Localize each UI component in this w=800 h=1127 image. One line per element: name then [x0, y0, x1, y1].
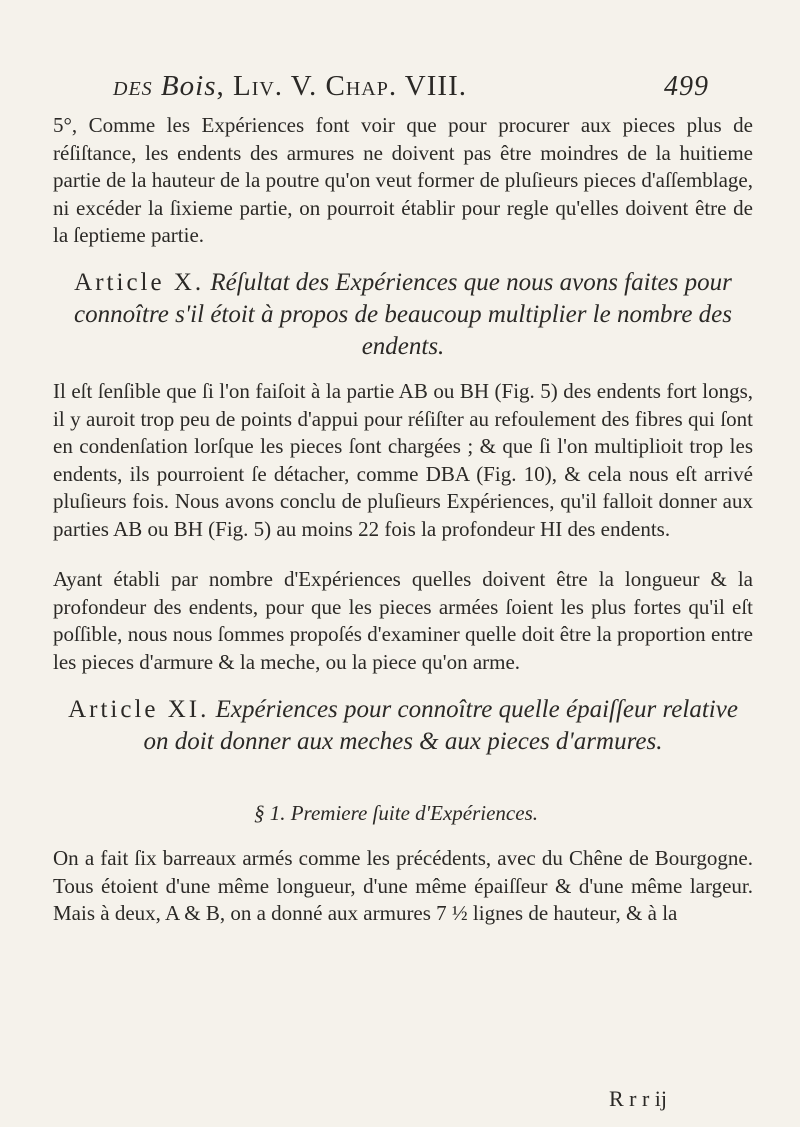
- paragraph-3-block: [53, 566, 753, 676]
- running-head-bois: Bois: [160, 70, 217, 102]
- paragraph-1: 5°, Comme les Expériences font voir que pour procurer aux pieces plus de réſiſtance, les endents des armures ne doivent pas être moindres de la huitieme partie de la hauteur de la poutre qu'on veut former de pluſieurs pieces d'aſſemblage, ni excéder la ſixieme partie, on pourroit établir pour regle qu'elles doivent être de la ſeptieme partie.: [53, 113, 753, 247]
- article-11-heading: [53, 694, 753, 758]
- running-head-des: des: [113, 70, 153, 102]
- running-head: des Bois, Liv. V. Chap. VIII. 499: [113, 70, 709, 102]
- article-11-title: Expériences pour connoître quelle épaiſſeur relative on doit donner aux meches & aux pieces d'armures.: [143, 696, 738, 755]
- article-10-heading: [53, 267, 753, 363]
- page-number: 499: [664, 71, 709, 102]
- paragraph-1-block: [53, 112, 753, 250]
- article-11-label: Article XI.: [68, 696, 210, 723]
- paragraph-4: On a fait ſix barreaux armés comme les précédents, avec du Chêne de Bourgogne. Tous étoient d'une même longueur, d'une même épaiſſeur & d'une même largeur. Mais à deux, A & B, on a donné aux armures 7 ½ lignes de hauteur, & à la: [53, 846, 753, 925]
- article-10-label: Article X.: [74, 269, 205, 296]
- paragraph-2-block: [53, 378, 753, 543]
- paragraph-4-block: [53, 845, 753, 928]
- paragraph-2: Il eſt ſenſible que ſi l'on faiſoit à la partie AB ou BH (Fig. 5) des endents fort longs, il y auroit trop peu de points d'appui pour réſiſter au refoulement des fibres qui ſont en condenſation lorſque les pieces ſont chargées ; & que ſi l'on multiplioit trop les endents, ils pourroient ſe détacher, comme DBA (Fig. 10), & cela nous eſt arrivé pluſieurs fois. Nous avons conclu de pluſieurs Expériences, qu'il falloit donner aux parties AB ou BH (Fig. 5) au moins 22 fois la profondeur HI des endents.: [53, 379, 753, 541]
- running-head-chapter: Liv. V. Chap. VIII.: [232, 70, 467, 102]
- section-heading: § 1. Premiere ſuite d'Expériences.: [253, 801, 538, 825]
- signature-mark: R r r ij: [608, 1086, 667, 1111]
- article-10-title: Réſultat des Expériences que nous avons faites pour connoître s'il étoit à propos de beaucoup multiplier le nombre des endents.: [73, 269, 733, 360]
- paragraph-3: Ayant établi par nombre d'Expériences quelles doivent être la longueur & la profondeur des endents, pour que les pieces armées ſoient les plus fortes qu'il eſt poſſible, nous nous ſommes propoſés d'examiner quelle doit être la proportion entre les pieces d'armure & la meche, ou la piece qu'on arme.: [53, 567, 753, 674]
